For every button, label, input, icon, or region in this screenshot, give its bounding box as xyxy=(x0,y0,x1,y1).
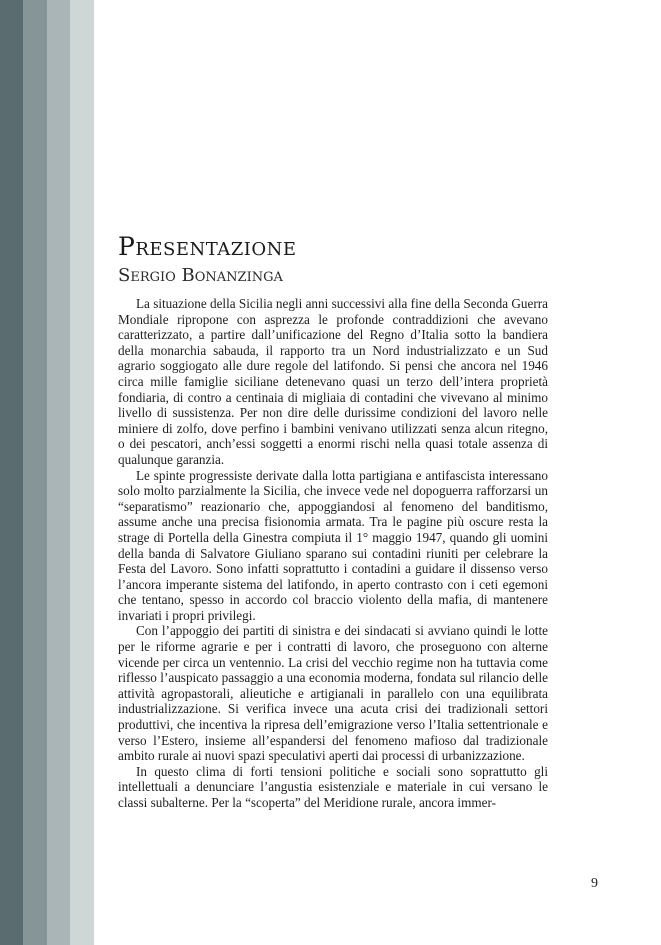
stripe-light xyxy=(70,0,94,945)
paragraph: In questo clima di forti tensioni politiche e sociali sono soprattutto gli intellettuali a denunciare l’angustia esistenziale e materiale in cui versano le classi subalterne. Per la “scoperta” del Meridione rurale, ancora immer- xyxy=(118,763,548,810)
page-number: 9 xyxy=(591,876,598,891)
paragraph: La situazione della Sicilia negli anni successivi alla fine della Seconda Guerra Mondiale ripropone con asprezza le profonde contraddizioni che avevano caratterizzato, a partire dall’unificazione del Regno d’Italia sotto la bandiera della monarchia sabauda, il rapporto tra un Nord industrializzato e un Sud agrario soggiogato alle dure regole del latifondo. Si pensi che ancora nel 1946 circa mille famiglie siciliane detenevano quasi un terzo dell’intera proprietà fondiaria, di contro a centinaia di migliaia di contadini che vivevano al minimo livello di sussistenza. Per non dire delle durissime condizioni del lavoro nelle miniere di zolfo, dove perfino i bambini venivano utilizzati senza alcun ritegno, o dei pescatori, anch’essi soggetti a enormi rischi nella quasi totale assenza di qualunque garanzia. xyxy=(118,296,548,467)
stripe-dark xyxy=(0,0,23,945)
stripe-mid-dark xyxy=(23,0,47,945)
paragraph: Le spinte progressiste derivate dalla lotta partigiana e antifascista interessano solo molto parzialmente la Sicilia, che invece vede nel dopoguerra rafforzarsi un “separatismo” reazionario che, appoggiandosi al fenomeno del banditismo, assume anche una precisa fisionomia armata. Tra le pagine più oscure resta la strage di Portella della Ginestra compiuta il 1° maggio 1947, quando gli uomini della banda di Salvatore Giuliano sparano sui contadini riuniti per celebrare la Festa del Lavoro. Sono infatti soprattutto i contadini a guidare il dissenso verso l’ancora imperante sistema del latifondo, in aperto contrasto con i ceti egemoni che tentano, spesso in accordo col braccio violento della mafia, di mantenere invariati i propri privilegi. xyxy=(118,467,548,623)
paragraph: Con l’appoggio dei partiti di sinistra e dei sindacati si avviano quindi le lotte per le riforme agrarie e per i contratti di lavoro, che proseguono con alterne vicende per circa un ventennio. La crisi del vecchio regime non ha tuttavia come riflesso l’auspicato passaggio a una economia moderna, fondata sul rilancio delle attività agropastorali, alieutiche e artigianali in parallelo con una equilibrata industrializzazione. Si verifica invece una acuta crisi dei tradizionali settori produttivi, che incentiva la ripresa dell’emigrazione verso l’Italia settentrionale e verso l’Estero, insieme all’espandersi del fenomeno mafioso dal tradizionale ambito rurale ai nuovi spazi speculativi aperti dai processi di urbanizzazione. xyxy=(118,623,548,764)
body-text xyxy=(118,296,548,811)
decorative-side-stripes xyxy=(0,0,94,945)
chapter-title: Presentazione xyxy=(118,232,297,261)
stripe-mid-light xyxy=(47,0,70,945)
chapter-author: Sergio Bonanzinga xyxy=(118,265,283,286)
